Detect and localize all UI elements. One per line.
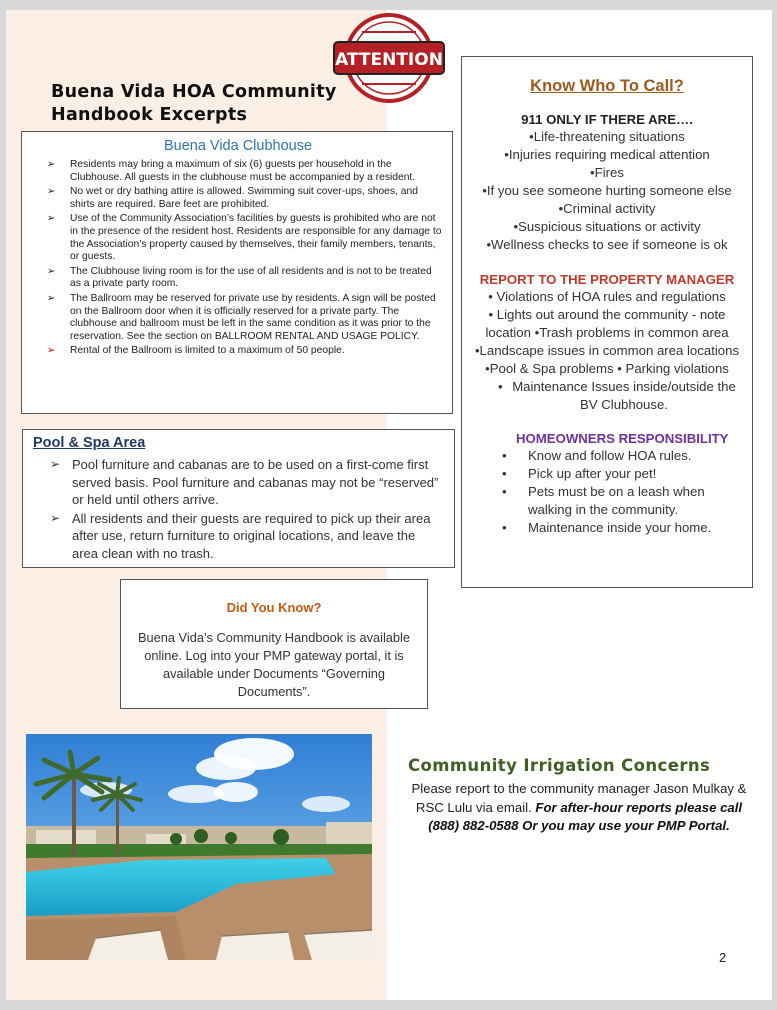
list-item: •Fires [590, 165, 624, 180]
list-item [470, 519, 744, 537]
list-item [34, 345, 442, 358]
list-item [33, 510, 444, 563]
page-title [51, 81, 351, 127]
list-item [470, 483, 744, 519]
arrow-bullet-icon: ➢ [50, 457, 61, 471]
responsibility-text: Pets must be on a leash when walking in the community. [528, 484, 705, 517]
know-who-heading: Know Who To Call? [530, 77, 684, 95]
responsibility-text: Pick up after your pet! [528, 466, 657, 481]
bullet-icon: • [502, 448, 507, 463]
responsibility-text: Know and follow HOA rules. [528, 448, 692, 463]
irrigation-heading: Community Irrigation Concerns [408, 756, 711, 775]
bullet-icon: • [498, 379, 503, 394]
title-line-2: Handbook Excerpts [51, 105, 248, 125]
rule-text: The Clubhouse living room is for the use of all residents and is not to be treated as a private party room. [70, 265, 432, 290]
after-hours-text: For after-hour reports please call (888) 882-0588 Or you may use your PMP Portal. [428, 799, 743, 833]
list-item [34, 159, 442, 184]
list-item: • Lights out around the community - note location •Trash problems in common area [485, 307, 729, 340]
pool-rules-list [33, 456, 444, 562]
property-manager-list [470, 288, 744, 378]
pool-spa-section [22, 429, 455, 568]
list-item [34, 266, 442, 291]
list-item: • Violations of HOA rules and regulations [488, 289, 726, 304]
rule-text: The Ballroom may be reserved for private use by residents. A sign will be posted on the Ballroom door when it is officially reserved for a private party. The clubhouse and ballroom must be left in the same condition as it was prior to the reservation. See the section on BALLROOM RENTAL AND USAGE POLICY. [70, 292, 436, 342]
list-item: •Landscape issues in common area locations •Pool & Spa problems • Parking violations [474, 343, 740, 376]
arrow-bullet-icon: ➢ [47, 186, 56, 198]
list-item: •Wellness checks to see if someone is ok [486, 237, 728, 252]
bullet-icon: • [502, 484, 507, 499]
list-item: •Injuries requiring medical attention [504, 147, 710, 162]
rule-text: Use of the Community Association’s facilities by guests is prohibited who are not in the presence of the resident host. Residents are responsible for any damage to the Association’s property caused by themselves, their family members, tenants, or guests. [70, 213, 442, 263]
clubhouse-heading: Buena Vida Clubhouse [163, 138, 313, 154]
maintenance-text: Maintenance Issues inside/outside the BV Clubhouse. [512, 379, 736, 412]
bullet-icon: • [502, 466, 507, 481]
handbook-page [6, 10, 772, 1000]
rule-text: Residents may bring a maximum of six (6) guests per household in the Clubhouse. All guests in the clubhouse must be accompanied by a resident. [70, 159, 416, 183]
arrow-bullet-icon: ➢ [50, 510, 61, 525]
title-line-1: Buena Vida HOA Community [51, 82, 337, 102]
rule-text: Rental of the Ballroom is limited to a maximum of 50 people. [70, 345, 345, 357]
bullet-icon: • [502, 520, 507, 535]
list-item [34, 213, 442, 263]
did-you-know-body: Buena Vida’s Community Handbook is available online. Log into your PMP gateway portal, it is available under Documents “Governing Documents”. [138, 630, 410, 699]
attention-text: ATTENTION [335, 50, 443, 70]
arrow-bullet-icon: ➢ [47, 292, 56, 304]
list-item: •Suspicious situations or activity [513, 219, 701, 234]
list-item [34, 186, 442, 211]
list-item [470, 378, 744, 414]
arrow-bullet-icon: ➢ [47, 159, 56, 170]
emergency-911-heading: 911 ONLY IF THERE ARE…. [521, 112, 693, 127]
did-you-know-heading: Did You Know? [226, 600, 322, 615]
know-who-to-call-box [461, 56, 753, 588]
arrow-bullet-icon: ➢ [47, 213, 56, 225]
irrigation-text: Please report to the community manager Jason Mulkay & RSC Lulu via email. [411, 781, 747, 815]
arrow-bullet-icon: ➢ [47, 265, 56, 277]
rule-text: No wet or dry bathing attire is allowed. Swimming suit cover-ups, shoes, and shirts are required. Bare feet are prohibited. [70, 186, 418, 210]
list-item [34, 293, 442, 343]
pool-photo [26, 734, 372, 960]
page-number: 2 [719, 950, 727, 965]
rule-text: All residents and their guests are required to pick up their area after use, return furniture to original locations, and leave the area clean with no trash. [72, 510, 431, 561]
responsibility-text: Maintenance inside your home. [528, 520, 712, 535]
did-you-know-box [120, 579, 428, 709]
list-item: •Life-threatening situations [529, 129, 685, 144]
clubhouse-section [21, 131, 453, 414]
list-item: •Criminal activity [558, 201, 656, 216]
arrow-bullet-icon: ➢ [47, 345, 56, 357]
list-item [470, 447, 744, 465]
irrigation-body [404, 780, 754, 836]
pool-heading: Pool & Spa Area [33, 435, 146, 451]
rule-text: Pool furniture and cabanas are to be used on a first-come first served basis. Pool furniture and cabanas may not be “reserved” or held until others arrive. [72, 457, 439, 507]
property-manager-heading: REPORT TO THE PROPERTY MANAGER [479, 272, 735, 287]
list-item [33, 456, 444, 509]
homeowners-heading: HOMEOWNERS RESPONSIBILITY [516, 431, 729, 446]
list-item [470, 465, 744, 483]
clubhouse-rules-list [34, 159, 442, 358]
list-item: •If you see someone hurting someone else [482, 183, 732, 198]
